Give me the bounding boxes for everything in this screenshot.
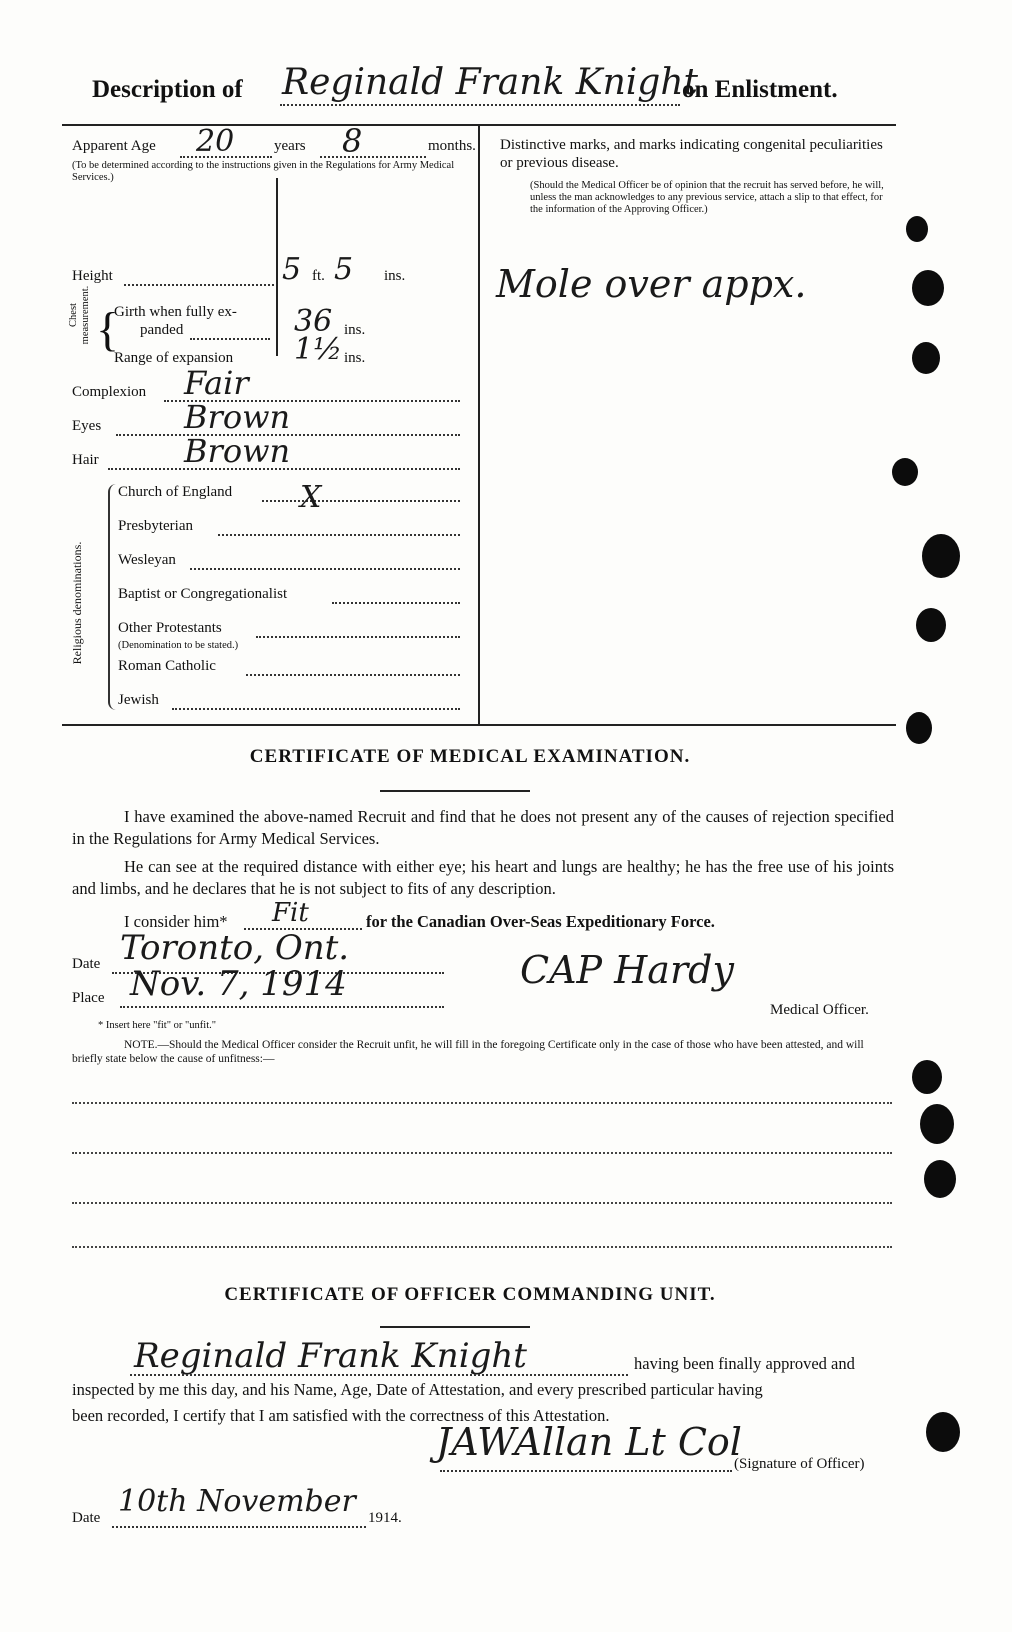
- name-line: [280, 104, 680, 106]
- unfit-note: NOTE.—Should the Medical Officer consider the Recruit unfit, he will fill in the foregoing Certificate only in the case of those who have been attested, and will briefly state below the cause of unfitness:—: [72, 1039, 864, 1065]
- consider-value: Fit: [272, 898, 309, 928]
- date-label: Date: [72, 956, 101, 972]
- header-prefix: Description of: [92, 76, 243, 103]
- unfitness-line-1: [72, 1102, 892, 1104]
- commanding-line-1-suffix: having been finally approved and: [634, 1354, 855, 1373]
- girth-value: 36: [294, 304, 333, 339]
- medical-officer-signature: CAP Hardy: [520, 948, 734, 992]
- header-suffix: on Enlistment.: [682, 76, 838, 103]
- unfitness-line-4: [72, 1246, 892, 1248]
- date-value: Toronto, Ont.: [120, 928, 350, 968]
- girth-label-1: Girth when fully ex-: [114, 304, 237, 320]
- girth-label-2: panded: [140, 322, 184, 338]
- signature-label: (Signature of Officer): [734, 1456, 865, 1472]
- religion-line-0: [262, 500, 460, 502]
- religion-line-6: [172, 708, 460, 710]
- religion-line-2: [190, 568, 460, 570]
- commanding-recruit-name: Reginald Frank Knight: [134, 1336, 527, 1376]
- age-months-line: [320, 156, 426, 158]
- religion-line-4: [256, 636, 460, 638]
- medical-heading: CERTIFICATE OF MEDICAL EXAMINATION.: [249, 746, 691, 767]
- age-months-value: 8: [342, 122, 363, 160]
- distinctive-value: Mole over appx.: [496, 262, 807, 306]
- punch-hole-mark: [924, 1160, 956, 1198]
- age-years-value: 20: [196, 124, 235, 159]
- consider-suffix: for the Canadian Over-Seas Expeditionary Force.: [366, 912, 715, 931]
- commanding-date-value: 10th November: [118, 1484, 356, 1519]
- age-note: (To be determined according to the instructions given in the Regulations for Army Medical Services.): [72, 160, 455, 183]
- religion-line-3: [332, 602, 460, 604]
- age-label: Apparent Age: [72, 138, 156, 154]
- commanding-date-label: Date: [72, 1510, 101, 1526]
- measure-divider: [276, 178, 278, 356]
- recruit-name-handwritten: Reginald Frank Knight: [282, 62, 699, 103]
- complexion-value: Fair: [184, 364, 249, 402]
- commanding-line-2: inspected by me this day, and his Name, Age, Date of Attestation, and every prescribed particular having: [72, 1380, 763, 1399]
- medical-place-line: [120, 1006, 444, 1008]
- medical-officer-label: Medical Officer.: [770, 1002, 869, 1018]
- religion-item-label: Wesleyan: [118, 552, 176, 568]
- religion-other-note: (Denomination to be stated.): [118, 640, 239, 651]
- height-label: Height: [72, 268, 113, 284]
- section-rule: [62, 724, 896, 726]
- punch-hole-mark: [926, 1412, 960, 1452]
- punch-hole-mark: [920, 1104, 954, 1144]
- punch-hole-mark: [912, 270, 944, 306]
- religion-side-label: Religious denominations.: [70, 541, 84, 665]
- unfitness-line-3: [72, 1202, 892, 1204]
- age-months-label: months.: [428, 138, 476, 154]
- age-years-label: years: [274, 138, 306, 154]
- chest-side-label: Chest measurement.: [68, 285, 91, 345]
- commanding-heading: CERTIFICATE OF OFFICER COMMANDING UNIT.: [224, 1284, 716, 1305]
- religion-mark: X: [300, 480, 322, 515]
- chest-brace: {: [96, 303, 120, 356]
- commanding-date-year: 1914.: [368, 1510, 402, 1526]
- punch-hole-mark: [912, 1060, 942, 1094]
- religion-line-5: [246, 674, 460, 676]
- insert-note: * Insert here "fit" or "unfit.": [98, 1020, 217, 1031]
- place-label: Place: [72, 990, 105, 1006]
- height-ft-value: 5: [282, 252, 302, 287]
- commanding-heading-rule: [380, 1326, 530, 1328]
- hair-value: Brown: [184, 432, 291, 470]
- religion-item-label: Church of England: [118, 484, 233, 500]
- complexion-label: Complexion: [72, 384, 147, 400]
- girth-line: [190, 338, 270, 340]
- commanding-date-line: [112, 1526, 366, 1528]
- medical-para-1: I have examined the above-named Recruit and find that he does not present any of the causes of rejection specified in the Regulations for Army Medical Services.: [72, 807, 894, 848]
- column-divider: [478, 126, 480, 724]
- height-line: [124, 284, 274, 286]
- unfitness-line-2: [72, 1152, 892, 1154]
- punch-hole-mark: [922, 534, 960, 578]
- religion-line-1: [218, 534, 460, 536]
- medical-para-2: He can see at the required distance with either eye; his heart and lungs are healthy; he has the free use of his joints and limbs, and he declares that he is not subject to fits of any description.: [72, 857, 894, 898]
- consider-prefix: I consider him*: [124, 912, 228, 931]
- range-unit: ins.: [344, 350, 366, 366]
- punch-hole-mark: [916, 608, 946, 642]
- commanding-signature-line: [440, 1470, 732, 1472]
- punch-hole-mark: [912, 342, 940, 374]
- medical-heading-rule: [380, 790, 530, 792]
- commanding-officer-signature: JAWAllan Lt Col: [436, 1420, 742, 1464]
- commanding-line-3: been recorded, I certify that I am satisfied with the correctness of this Attestation.: [72, 1406, 610, 1425]
- punch-hole-mark: [906, 712, 932, 744]
- girth-unit: ins.: [344, 322, 366, 338]
- punch-hole-mark: [906, 216, 928, 242]
- commanding-name-line: [130, 1374, 628, 1376]
- hair-label: Hair: [72, 452, 99, 468]
- religion-item-label: Jewish: [118, 692, 159, 708]
- religion-item-label: Roman Catholic: [118, 658, 216, 674]
- height-ft-label: ft.: [312, 268, 325, 284]
- distinctive-heading: Distinctive marks, and marks indicating congenital peculiarities or previous disease.: [500, 137, 883, 171]
- religion-item-label: Presbyterian: [118, 518, 193, 534]
- punch-hole-mark: [892, 458, 918, 486]
- religion-item-label: Baptist or Congregationalist: [118, 586, 288, 602]
- place-value: Nov. 7, 1914: [130, 964, 347, 1004]
- religion-item-label: Other Protestants: [118, 620, 222, 636]
- eyes-label: Eyes: [72, 418, 102, 434]
- height-ins-value: 5: [334, 252, 354, 287]
- range-label: Range of expansion: [114, 350, 234, 366]
- height-ins-label: ins.: [384, 268, 406, 284]
- range-value: 1½: [294, 332, 343, 367]
- eyes-value: Brown: [184, 398, 291, 436]
- distinctive-note: (Should the Medical Officer be of opinion that the recruit has served before, he will, unless the man acknowledges to any previous service, attach a slip to that effect, for the information of the Approving Officer.): [530, 180, 884, 215]
